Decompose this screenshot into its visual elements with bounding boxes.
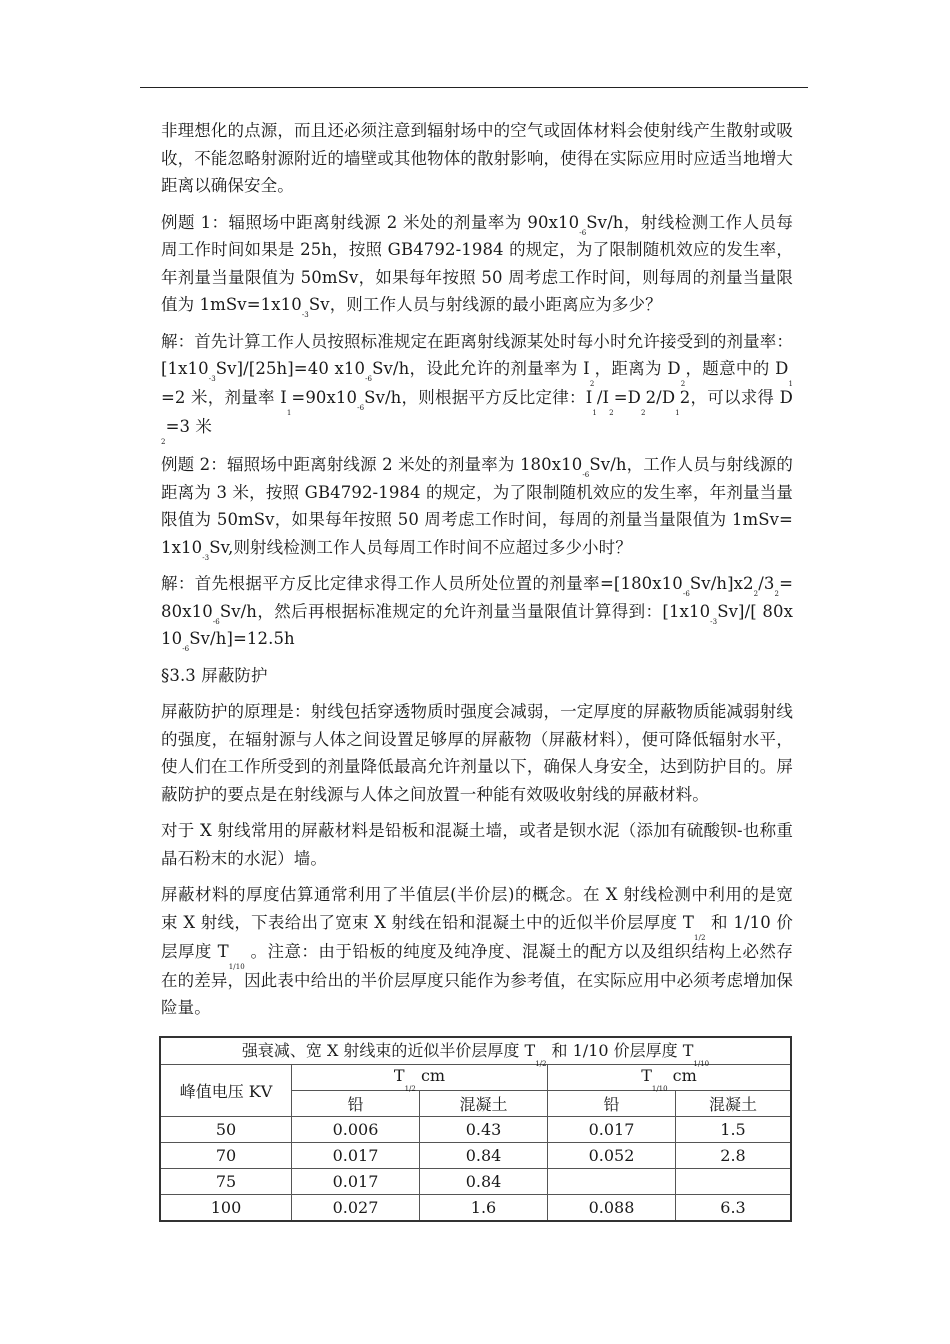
paragraph-xray-materials: 对于 X 射线常用的屏蔽材料是铅板和混凝土墙，或者是钡水泥（添加有硫酸钡-也称重晶石粉末的水泥）墙。 <box>161 821 793 868</box>
table-caption: 强衰减、宽 X 射线束的近似半价层厚度 $T_{1/2}$ 和 1/10 价层厚度 $T_{1/10}$ <box>160 1037 791 1065</box>
header-concrete-2: 混凝土 <box>676 1091 792 1117</box>
table-cell: 100 <box>160 1195 292 1222</box>
table-cell: 0.027 <box>292 1195 420 1222</box>
document-body <box>161 117 793 1031</box>
table-cell: 0.84 <box>420 1169 548 1195</box>
table-cell: 0.052 <box>548 1143 676 1169</box>
example-1: 例题 1：辐照场中距离射线源 2 米处的剂量率为 $90x10_{-6}Sv/h$，射线检测工作人员每周工作时间如果是 25h，按照 GB4792-1984 的规定，为了限制随机效应的发生率，年剂量当量限值为 50mSv，如果每年按照 50 周考虑工作时间，则每周的剂量当量限值为 $1mSv=1x10_{-3}Sv$，则工作人员与射线源的最小距离应为多少？ <box>161 212 793 319</box>
example-2: 例题 2：辐照场中距离射线源 2 米处的剂量率为 $180x10_{-6}Sv/h$，工作人员与射线源的距离为 3 米，按照 GB4792-1984 的规定，为了限制随机效应的发生率，年剂量当量限值为 50mSv，如果每年按照 50 周考虑工作时间，每周的剂量当量限值为 $1mSv=1x10_{-3}Sv$,则射线检测工作人员每周工作时间不应超过多少小时？ <box>161 455 793 562</box>
table-cell: 1.5 <box>676 1117 792 1143</box>
paragraph-shielding-principle: 屏蔽防护的原理是：射线包括穿透物质时强度会减弱，一定厚度的屏蔽物质能减弱射线的强度，在辐射源与人体之间设置足够厚的屏蔽物（屏蔽材料），便可降低辐射水平，使人们在工作所受到的剂量降低最高允许剂量以下，确保人身安全，达到防护目的。屏蔽防护的要点是在射线源与人体之间放置一种能有效吸收射线的屏蔽材料。 <box>161 702 793 804</box>
table-header-row <box>160 1065 791 1091</box>
table-cell: 0.017 <box>548 1117 676 1143</box>
table-cell: 0.006 <box>292 1117 420 1143</box>
table-row <box>160 1169 791 1195</box>
table-cell: 70 <box>160 1143 292 1169</box>
table-cell: 1.6 <box>420 1195 548 1222</box>
header-rule <box>140 87 808 88</box>
table-cell: 0.017 <box>292 1169 420 1195</box>
table-row <box>160 1143 791 1169</box>
half-value-layer-table <box>159 1036 792 1222</box>
section-heading: §3.3 屏蔽防护 <box>161 665 268 685</box>
table-cell: 0.84 <box>420 1143 548 1169</box>
header-lead-1: 铅 <box>292 1091 420 1117</box>
table-cell <box>676 1169 792 1195</box>
header-lead-2: 铅 <box>548 1091 676 1117</box>
table-cell: 2.8 <box>676 1143 792 1169</box>
header-tenth-value: $T_{1/10}$ cm <box>548 1065 792 1091</box>
solution-1: 解：首先计算工作人员按照标准规定在距离射线源某处时每小时允许接受到的剂量率：$[1x10_{-3}Sv]/[25h]=40$ $x10_{-6}Sv/h$，设此允许的剂量率为 $I_2$，距离为 $D_2$，题意中的 $D_1=2$ 米，剂量率 $I_1=90x10_{-6}Sv/h$，则根据平方反比定律：$I_1/I_2=D_22/D_12$，可以求得 $D_2=3$ 米 <box>161 331 793 446</box>
table-cell: 0.017 <box>292 1143 420 1169</box>
table-cell: 0.088 <box>548 1195 676 1222</box>
paragraph-point-source: 非理想化的点源，而且还必须注意到辐射场中的空气或固体材料会使射线产生散射或吸收，不能忽略射源附近的墙壁或其他物体的散射影响，使得在实际应用时应适当地增大距离以确保安全。 <box>161 121 793 195</box>
table-cell: 6.3 <box>676 1195 792 1222</box>
header-half-value: $T_{1/2}$ cm <box>292 1065 548 1091</box>
table-row <box>160 1195 791 1222</box>
table-cell <box>548 1169 676 1195</box>
table-caption-row <box>160 1037 791 1065</box>
table-cell: 0.43 <box>420 1117 548 1143</box>
header-concrete-1: 混凝土 <box>420 1091 548 1117</box>
paragraph-thickness-estimate: 屏蔽材料的厚度估算通常利用了半值层(半价层)的概念。在 X 射线检测中利用的是宽束 X 射线，下表给出了宽束 X 射线在铅和混凝土中的近似半价层厚度 $T_{1/2}$ 和 1/10 价层厚度 $T_{1/10}$ 。注意：由于铅板的纯度及纯净度、混凝土的配方以及组织结构上必然存在的差异，因此表中给出的半价层厚度只能作为参考值，在实际应用中必须考虑增加保险量。 <box>161 885 794 1017</box>
table-row <box>160 1117 791 1143</box>
table-cell: 75 <box>160 1169 292 1195</box>
solution-2: 解：首先根据平方反比定律求得工作人员所处位置的剂量率$=[180x10_{-6}Sv/h]x2_2/3_2=80x10_{-6}Sv/h$，然后再根据标准规定的允许剂量当量限值计算得到：$[1x10_{-3}Sv]/$[ $80x10_{-6}Sv/h]=12.5h$ <box>161 574 793 653</box>
header-voltage: 峰值电压 KV <box>160 1065 292 1117</box>
table-cell: 50 <box>160 1117 292 1143</box>
